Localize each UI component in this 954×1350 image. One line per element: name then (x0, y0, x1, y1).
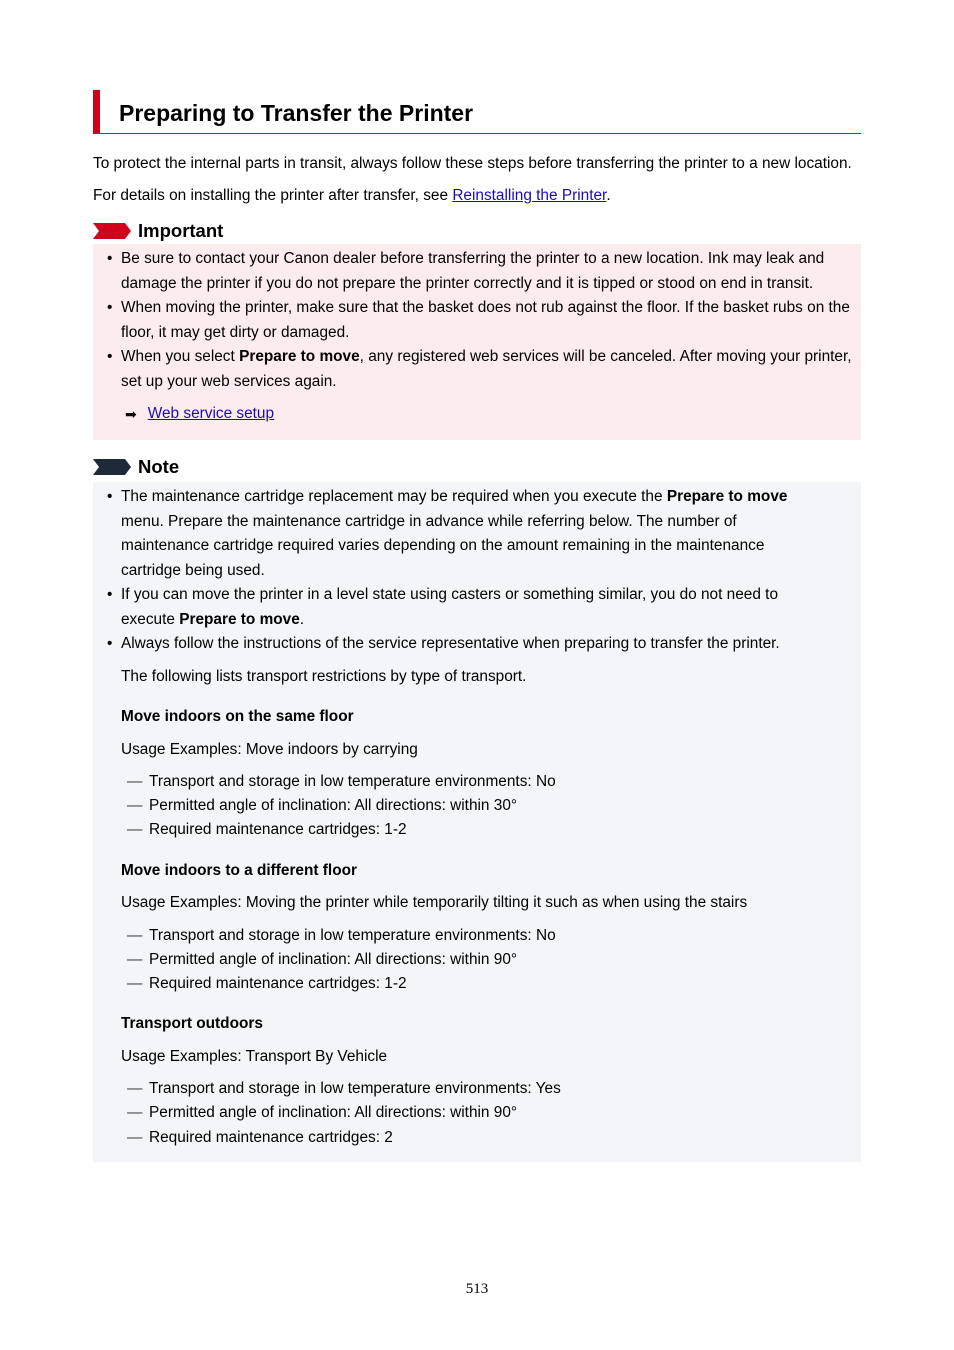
arrow-right-icon: ➡ (125, 406, 137, 422)
restriction-text: Permitted angle of inclination: All directions: within 90° (149, 950, 518, 968)
restriction-list (121, 924, 855, 997)
restriction-list (121, 1077, 855, 1150)
group-heading: Move indoors to a different floor (121, 861, 357, 879)
restriction-item (121, 948, 855, 972)
important-label: Important (138, 220, 224, 241)
page-content (93, 90, 861, 1162)
dash-marker: — (127, 797, 143, 815)
title-accent-bar (93, 90, 100, 133)
group-usage: Usage Examples: Moving the printer while temporarily tilting it such as when using the stairs (121, 894, 748, 912)
restriction-list (121, 770, 855, 843)
note-item-text: The maintenance cartridge replacement may be required when you execute the (121, 488, 667, 505)
important-chevrons-icon (93, 223, 133, 239)
group-heading: Transport outdoors (121, 1015, 263, 1033)
page-number: 513 (465, 1281, 489, 1297)
prepare-to-move-term: Prepare to move (666, 488, 788, 505)
prepare-to-move-term: Prepare to move (179, 610, 300, 628)
bullet: • (107, 348, 113, 365)
important-item (107, 247, 855, 296)
bullet: • (107, 635, 113, 652)
dash-marker: — (127, 950, 143, 968)
prepare-to-move-term: Prepare to move (239, 348, 360, 365)
note-item (107, 632, 855, 657)
note-box (93, 482, 861, 1162)
bullet: • (107, 299, 113, 316)
restriction-item (121, 818, 855, 842)
restriction-text: Transport and storage in low temperature environments: Yes (149, 1080, 561, 1098)
dash-marker: — (127, 1104, 143, 1122)
restriction-item (121, 924, 855, 948)
restriction-text: Permitted angle of inclination: All directions: within 90° (149, 1104, 518, 1122)
restriction-item (121, 1077, 855, 1101)
group-heading: Move indoors on the same floor (121, 708, 354, 725)
note-item-text: . (299, 610, 305, 628)
intro-text: For details on installing the printer after transfer, see (93, 186, 453, 204)
important-item-text: When moving the printer, make sure that the basket does not rub against the floor. If the basket rubs on the floor, it may get dirty or damaged. (121, 299, 850, 341)
web-service-setup-link[interactable]: Web service setup (147, 405, 275, 422)
important-list (107, 247, 855, 394)
bullet: • (107, 250, 113, 267)
note-heading (93, 454, 861, 480)
note-list (107, 485, 855, 657)
dash-marker: — (127, 821, 143, 839)
note-item (107, 485, 811, 583)
note-item-text: If you can move the printer in a level state using casters or something similar, you do not need to execute (121, 586, 779, 628)
note-item (107, 583, 821, 632)
restriction-text: Transport and storage in low temperature environments: No (149, 773, 556, 790)
dash-marker: — (127, 975, 143, 993)
bullet: • (107, 586, 113, 603)
restriction-text: Permitted angle of inclination: All directions: within 30° (149, 797, 518, 815)
dash-marker: — (127, 1080, 143, 1098)
note-label: Note (138, 456, 180, 477)
restriction-item (121, 1126, 855, 1150)
dash-marker: — (127, 773, 143, 790)
title-block (93, 90, 861, 134)
reinstalling-printer-link[interactable]: Reinstalling the Printer (452, 186, 607, 204)
page-title: Preparing to Transfer the Printer (119, 100, 474, 126)
restriction-text: Required maintenance cartridges: 1-2 (149, 821, 407, 839)
restriction-text: Required maintenance cartridges: 2 (149, 1128, 393, 1146)
restriction-item (121, 1101, 855, 1125)
important-item-text: , any registered web services will be canceled. After moving your printer, set up your web services again. (121, 348, 852, 390)
transport-intro: The following lists transport restrictions by type of transport. (121, 667, 527, 685)
intro-paragraph-2 (93, 184, 861, 209)
restriction-item (121, 972, 855, 996)
intro-suffix: . (606, 186, 611, 204)
important-item (107, 296, 855, 345)
web-service-link-row (125, 402, 855, 426)
important-item-text: Be sure to contact your Canon dealer before transferring the printer to a new location. Ink may leak and damage the printer if you do not prepare the printer correctly and it is tipped or stood on end in transit. (121, 250, 825, 292)
dash-marker: — (127, 926, 143, 944)
important-box (93, 244, 861, 440)
group-usage: Usage Examples: Transport By Vehicle (121, 1047, 388, 1065)
note-item-text: Always follow the instructions of the service representative when preparing to transfer the printer. (121, 635, 780, 652)
restriction-text: Required maintenance cartridges: 1-2 (149, 975, 407, 993)
note-chevrons-icon (93, 459, 133, 475)
important-heading (93, 218, 861, 244)
important-item (107, 345, 855, 394)
restriction-text: Transport and storage in low temperature environments: No (149, 926, 556, 944)
group-usage: Usage Examples: Move indoors by carrying (121, 740, 418, 758)
restriction-item (121, 794, 855, 818)
note-item-text: menu. Prepare the maintenance cartridge in advance while referring below. The number of maintenance cartridge required varies depending on the amount remaining in the maintenance cartridge being used. (121, 512, 765, 579)
bullet: • (107, 488, 113, 505)
important-item-text: When you select (121, 348, 240, 365)
dash-marker: — (127, 1128, 143, 1146)
intro-paragraph-1: To protect the internal parts in transit, always follow these steps before transferring the printer to a new location. (93, 155, 852, 172)
restriction-item (121, 770, 855, 794)
